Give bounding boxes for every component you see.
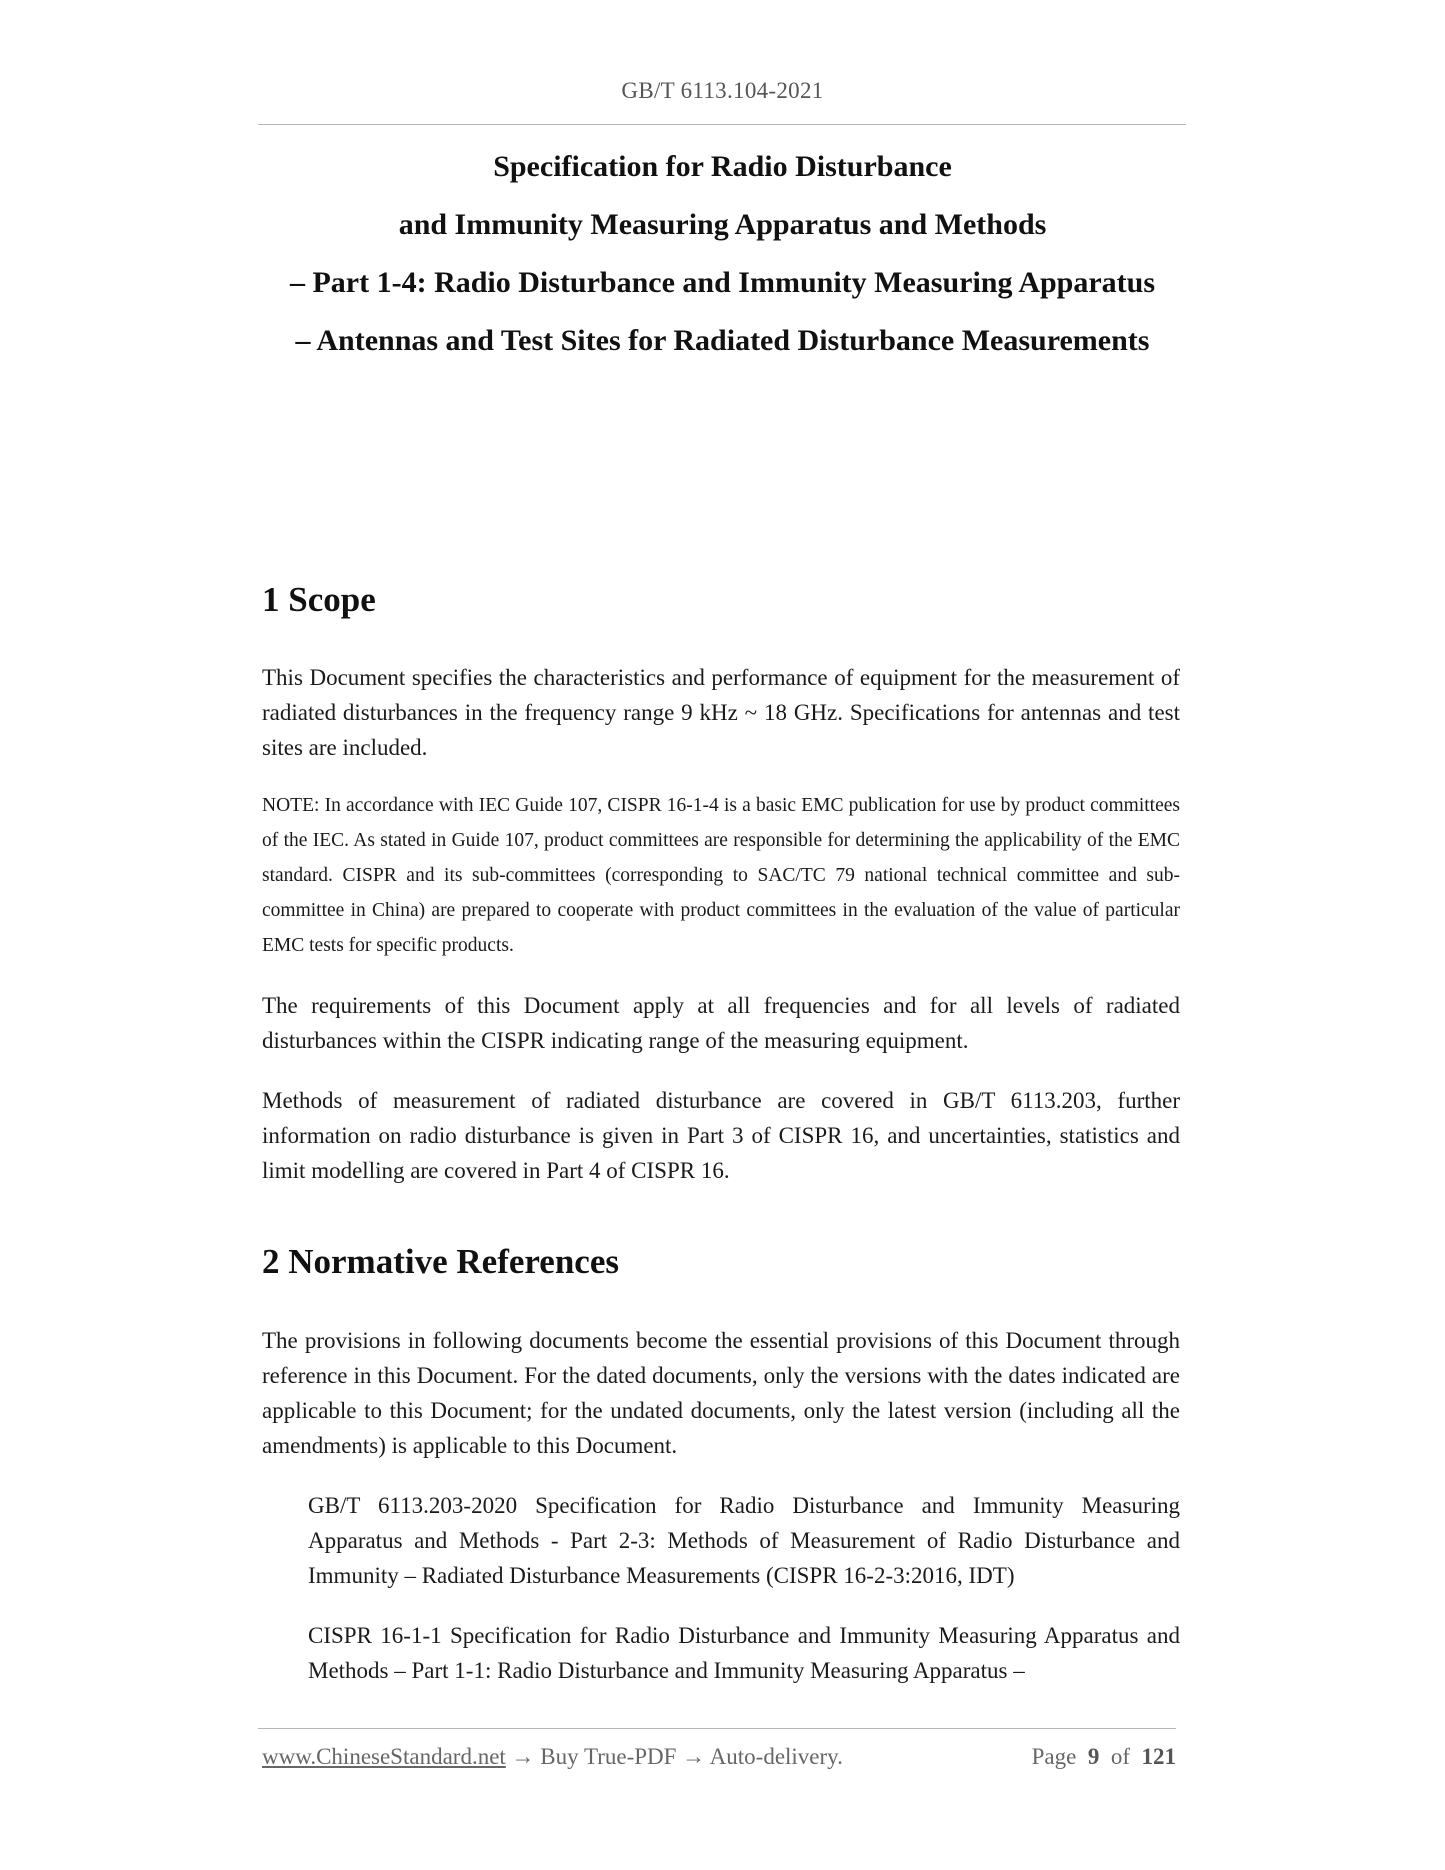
reference-item: GB/T 6113.203-2020 Specification for Radio Disturbance and Immunity Measuring Apparatus and Methods - Part 2-3: Methods of Measurement of Radio Disturbance and Immunity – Radiated Disturbance Measurements (CISPR 16-2-3:2016, IDT) [308,1493,1180,1588]
footer-delivery-text: → Buy True-PDF → Auto-delivery. [505,1744,843,1769]
page-label: Page [1031,1744,1077,1769]
page-indicator [1032,1744,1176,1770]
scope-note: NOTE: In accordance with IEC Guide 107, CISPR 16-1-4 is a basic EMC publication for use by product committees of the IEC. As stated in Guide 107, product committees are responsible for determining the applicability of the EMC standard. CISPR and its sub-committees (corresponding to SAC/TC 79 national technical committee and sub-committee in China) are prepared to cooperate with product committees in the evaluation of the value of particular EMC tests for specific products. [262,795,1180,956]
header-divider [258,124,1186,125]
footer-promo [262,1744,843,1770]
scope-paragraph-3: Methods of measurement of radiated disturbance are covered in GB/T 6113.203, further information on radio disturbance is given in Part 3 of CISPR 16, and uncertainties, statistics and limit modelling are covered in Part 4 of CISPR 16. [262,1088,1180,1183]
scope-paragraph-1: This Document specifies the characteristics and performance of equipment for the measurement of radiated disturbances in the frequency range 9 kHz ~ 18 GHz. Specifications for antennas and test sites are included. [262,665,1180,760]
section-heading-scope: 1 Scope [262,580,376,619]
title-line-4: – Antennas and Test Sites for Radiated Disturbance Measurements [295,324,1150,357]
of-label: of [1110,1744,1130,1769]
footer-divider [258,1728,1176,1729]
section-heading-normative-references: 2 Normative References [262,1242,619,1281]
page-total: 121 [1141,1744,1176,1769]
header-standard-code: GB/T 6113.104-2021 [621,78,824,103]
footer [262,1744,1176,1778]
website-link[interactable]: www.ChineseStandard.net [262,1744,506,1769]
reference-item: CISPR 16-1-1 Specification for Radio Disturbance and Immunity Measuring Apparatus and Methods – Part 1-1: Radio Disturbance and Immunity Measuring Apparatus – [308,1623,1180,1683]
references-intro-paragraph: The provisions in following documents become the essential provisions of this Document through reference in this Document. For the dated documents, only the versions with the dates indicated are applicable to this Document; for the undated documents, only the latest version (including all the amendments) is applicable to this Document. [262,1328,1180,1458]
title-line-1: Specification for Radio Disturbance [493,150,952,183]
scope-paragraph-2: The requirements of this Document apply at all frequencies and for all levels of radiated disturbances within the CISPR indicating range of the measuring equipment. [262,993,1180,1053]
title-line-2: and Immunity Measuring Apparatus and Methods [398,208,1047,241]
page-number: 9 [1087,1744,1100,1769]
title-line-3: – Part 1-4: Radio Disturbance and Immunity Measuring Apparatus [289,266,1156,299]
